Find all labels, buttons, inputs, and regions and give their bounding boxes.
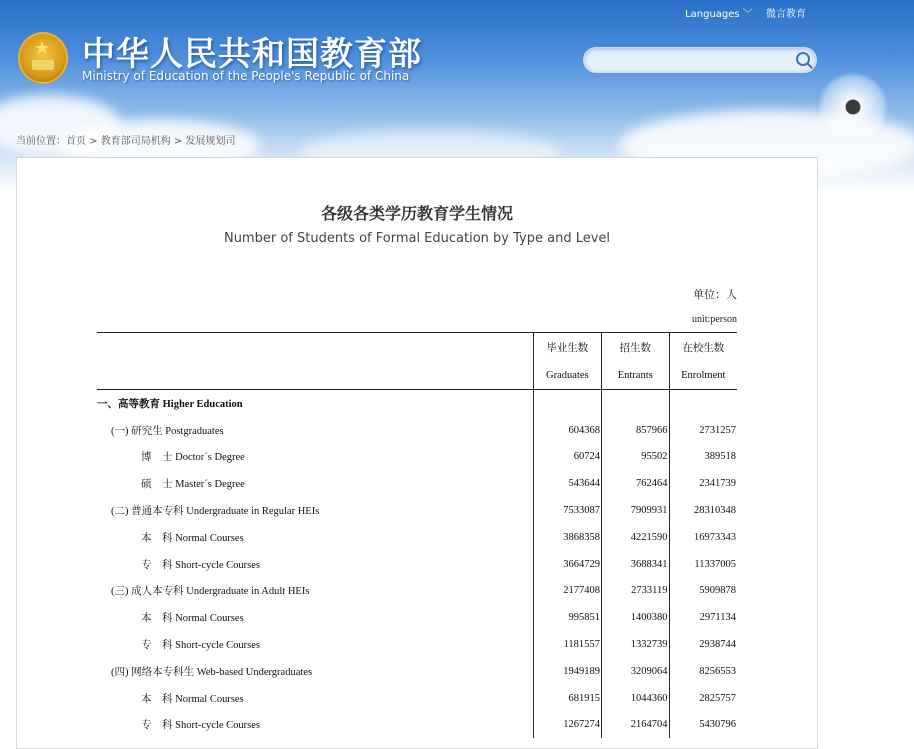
col-header-enrolment-cn: 在校生数 bbox=[669, 333, 737, 362]
cell-enrolment: 5430796 bbox=[669, 712, 737, 739]
cell-enrolment: 2938744 bbox=[669, 631, 737, 658]
breadcrumb-prefix: 当前位置： bbox=[16, 136, 66, 147]
cell-enrolment bbox=[669, 390, 737, 417]
table-row bbox=[97, 578, 737, 605]
row-label: 本 科 Normal Courses bbox=[141, 532, 244, 544]
row-label: 本 科 Normal Courses bbox=[141, 693, 244, 705]
cell-graduates: 681915 bbox=[533, 685, 601, 712]
row-label: 本 科 Normal Courses bbox=[141, 613, 244, 625]
cell-graduates: 1949189 bbox=[533, 658, 601, 685]
cell-entrants: 4221590 bbox=[601, 524, 669, 551]
cell-graduates: 543644 bbox=[533, 470, 601, 497]
cell-enrolment: 16973343 bbox=[669, 524, 737, 551]
table-row bbox=[97, 524, 737, 551]
col-header-entrants-cn: 招生数 bbox=[601, 333, 669, 362]
table-row bbox=[97, 551, 737, 578]
table-row bbox=[97, 417, 737, 444]
cell-entrants: 2733119 bbox=[601, 578, 669, 605]
top-links bbox=[675, 5, 806, 20]
row-label: 专 科 Short-cycle Courses bbox=[141, 640, 260, 652]
cell-entrants: 762464 bbox=[601, 470, 669, 497]
cell-enrolment: 2825757 bbox=[669, 685, 737, 712]
site-title[interactable]: 中华人民共和国教育部 bbox=[82, 34, 422, 73]
national-emblem-logo[interactable]: ★ bbox=[18, 32, 68, 84]
cell-enrolment: 389518 bbox=[669, 444, 737, 471]
table-row bbox=[97, 444, 737, 471]
cell-entrants bbox=[601, 390, 669, 417]
cell-graduates: 995851 bbox=[533, 604, 601, 631]
cell-graduates: 7533087 bbox=[533, 497, 601, 524]
cell-entrants: 3209064 bbox=[601, 658, 669, 685]
cell-enrolment: 28310348 bbox=[669, 497, 737, 524]
header-blank bbox=[97, 361, 533, 390]
cell-graduates: 2177408 bbox=[533, 578, 601, 605]
breadcrumb-planning-dept[interactable]: 发展规划司 bbox=[185, 136, 236, 147]
cell-entrants: 95502 bbox=[601, 444, 669, 471]
breadcrumb bbox=[16, 132, 236, 147]
cell-graduates bbox=[533, 390, 601, 417]
cell-entrants: 3688341 bbox=[601, 551, 669, 578]
cell-graduates: 1181557 bbox=[533, 631, 601, 658]
row-label: 博 士 Doctor´s Degree bbox=[141, 452, 245, 464]
cell-entrants: 2164704 bbox=[601, 712, 669, 739]
col-header-enrolment-en: Enrolment bbox=[669, 361, 737, 390]
unit-label-en: unit:person bbox=[692, 314, 737, 325]
languages-link[interactable]: Languages ﹀ bbox=[685, 9, 753, 20]
cell-enrolment: 2341739 bbox=[669, 470, 737, 497]
row-label: (三) 成人本专科 Undergraduate in Adult HEIs bbox=[111, 586, 310, 598]
cell-enrolment: 11337005 bbox=[669, 551, 737, 578]
row-label: (二) 普通本专科 Undergraduate in Regular HEIs bbox=[111, 506, 320, 518]
cell-graduates: 3664729 bbox=[533, 551, 601, 578]
breadcrumb-home[interactable]: 首页 bbox=[66, 136, 86, 147]
cell-entrants: 7909931 bbox=[601, 497, 669, 524]
table-row bbox=[97, 390, 737, 417]
cell-graduates: 1267274 bbox=[533, 712, 601, 739]
table-row bbox=[97, 712, 737, 739]
col-header-graduates-en: Graduates bbox=[533, 361, 601, 390]
row-label: 一、高等教育 Higher Education bbox=[97, 398, 243, 410]
page-title-cn: 各级各类学历教育学生情况 bbox=[320, 204, 513, 223]
cell-enrolment: 2731257 bbox=[669, 417, 737, 444]
cell-graduates: 3868358 bbox=[533, 524, 601, 551]
breadcrumb-separator: > bbox=[86, 136, 101, 147]
breadcrumb-separator: > bbox=[170, 136, 186, 147]
cell-graduates: 60724 bbox=[533, 444, 601, 471]
col-header-graduates-cn: 毕业生数 bbox=[533, 333, 601, 362]
students-table bbox=[97, 332, 737, 738]
search-box bbox=[583, 47, 817, 73]
row-label: 专 科 Short-cycle Courses bbox=[141, 559, 260, 571]
cell-entrants: 1400380 bbox=[601, 604, 669, 631]
table-row bbox=[97, 685, 737, 712]
row-label: 硕 士 Master´s Degree bbox=[141, 479, 245, 491]
article-panel bbox=[16, 157, 818, 749]
table-row bbox=[97, 470, 737, 497]
breadcrumb-departments[interactable]: 教育部司局机构 bbox=[100, 136, 171, 147]
col-header-entrants-en: Entrants bbox=[601, 361, 669, 390]
cell-enrolment: 5909878 bbox=[669, 578, 737, 605]
search-input[interactable] bbox=[594, 48, 798, 72]
unit-label-cn: 单位：人 bbox=[693, 288, 737, 301]
cell-entrants: 857966 bbox=[601, 417, 669, 444]
site-subtitle: Ministry of Education of the People's Republic of China bbox=[82, 69, 410, 83]
table-row bbox=[97, 497, 737, 524]
search-icon[interactable] bbox=[796, 52, 810, 66]
dandelion-decoration bbox=[818, 72, 888, 142]
page-title-en: Number of Students of Formal Education by Type and Level bbox=[223, 231, 611, 246]
cell-enrolment: 2971134 bbox=[669, 604, 737, 631]
table-row bbox=[97, 604, 737, 631]
table-row bbox=[97, 658, 737, 685]
cell-entrants: 1332739 bbox=[601, 631, 669, 658]
row-label: (一) 研究生 Postgraduates bbox=[111, 425, 224, 437]
table-row bbox=[97, 631, 737, 658]
row-label: 专 科 Short-cycle Courses bbox=[141, 720, 260, 732]
cell-entrants: 1044360 bbox=[601, 685, 669, 712]
row-label: (四) 网络本专科生 Web-based Undergraduates bbox=[111, 666, 313, 678]
cell-graduates: 604368 bbox=[533, 417, 601, 444]
weibo-link[interactable]: 微言教育 bbox=[766, 9, 806, 20]
header-blank bbox=[97, 333, 533, 362]
cell-enrolment: 8256553 bbox=[669, 658, 737, 685]
